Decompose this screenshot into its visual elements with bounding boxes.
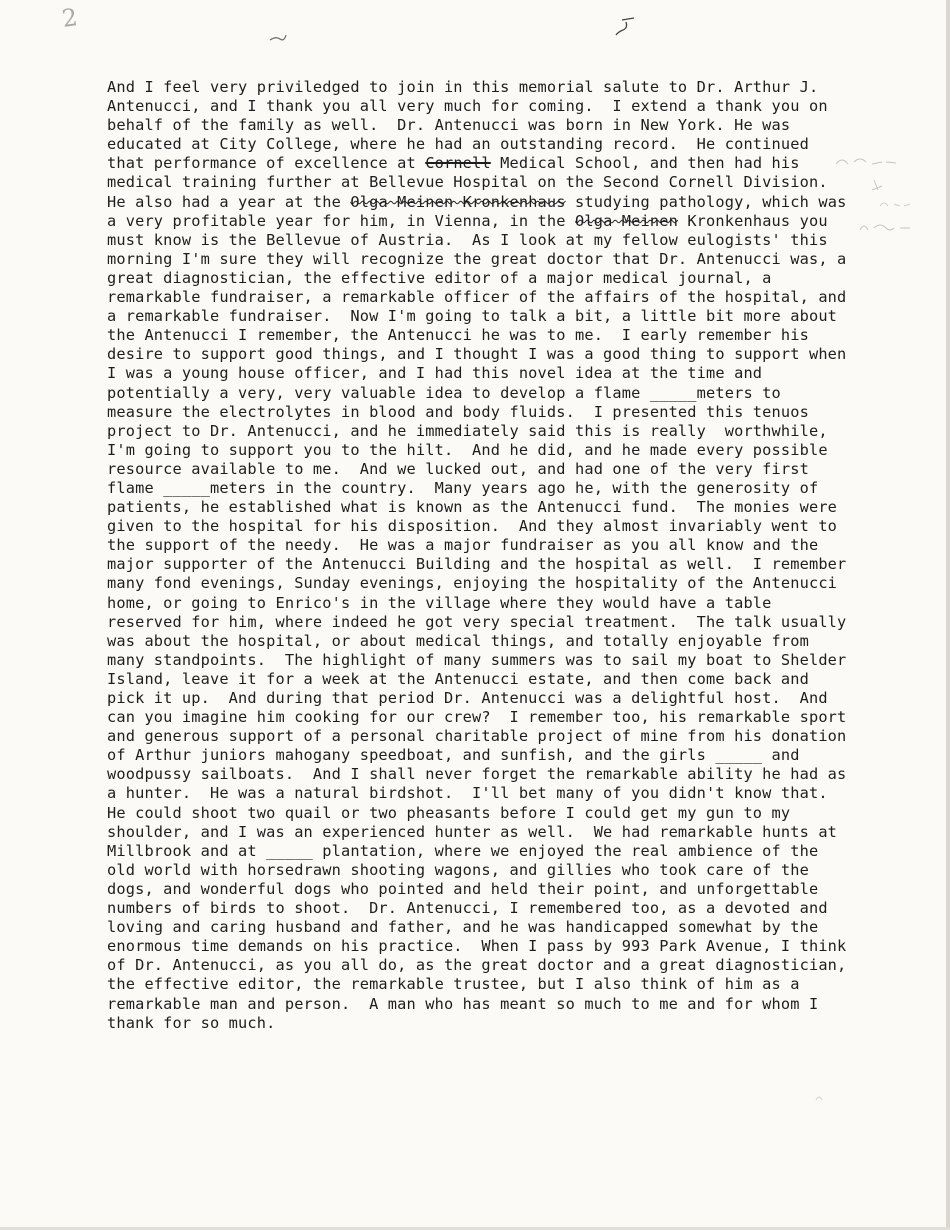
text-segment: behalf of the family as well. Dr. Antenucci was born in New York. He was — [107, 116, 791, 135]
text-segment: and generous support of a personal charitable project of mine from his donation — [107, 727, 847, 746]
page-edge-right — [946, 0, 950, 1230]
text-line — [107, 364, 762, 382]
text-line — [107, 727, 846, 745]
text-segment: loving and caring husband and father, and he was handicapped somewhat by the — [107, 918, 819, 937]
text-line — [107, 804, 790, 822]
text-segment: shoulder, and I was an experienced hunter as well. We had remarkable hunts at — [107, 822, 838, 841]
text-segment: old world with horsedrawn shooting wagons, and gillies who took care of the — [107, 860, 809, 879]
text-line — [107, 460, 809, 478]
text-line — [107, 594, 772, 612]
text-segment: the Antenucci I remember, the Antenucci he was to me. I early remember his — [107, 326, 809, 345]
text-line — [107, 880, 818, 898]
text-line — [107, 250, 846, 268]
text-line — [107, 555, 846, 573]
text-line — [107, 784, 828, 802]
text-line — [107, 517, 837, 535]
text-line — [107, 384, 781, 402]
text-line — [107, 212, 828, 230]
text-line — [107, 937, 846, 955]
text-segment: He also had a year at the — [107, 192, 351, 211]
text-segment: medical training further at Bellevue Hospital on the Second Cornell Division. — [107, 173, 828, 192]
text-line — [107, 613, 846, 631]
text-segment: Medical School, and then had his — [490, 154, 800, 173]
text-segment: I'm going to support you to the hilt. And he did, and he made every possible — [107, 440, 828, 459]
text-line — [107, 403, 809, 421]
struck-text: Olga Meinen — [574, 211, 678, 230]
text-segment: measure the electrolytes in blood and body fluids. I presented this tenuos — [107, 402, 809, 421]
text-line — [107, 231, 828, 249]
text-line — [107, 193, 846, 211]
text-segment: Millbrook and at _____ plantation, where we enjoyed the real ambience of the — [107, 841, 819, 860]
text-segment: desire to support good things, and I thought I was a good thing to support when — [107, 345, 847, 364]
text-line — [107, 765, 846, 783]
text-line — [107, 861, 809, 879]
text-line — [107, 651, 846, 669]
text-line — [107, 326, 809, 344]
text-segment: numbers of birds to shoot. Dr. Antenucci, I remembered too, as a devoted and — [107, 899, 828, 918]
text-line — [107, 842, 818, 860]
text-line — [107, 975, 800, 993]
text-line — [107, 918, 818, 936]
text-segment: the support of the needy. He was a major fundraiser as you all know and the — [107, 536, 819, 555]
text-segment: was about the hospital, or about medical things, and totally enjoyable from — [107, 631, 809, 650]
text-segment: reserved for him, where indeed he got very special treatment. The talk usually — [107, 612, 847, 631]
text-line — [107, 536, 818, 554]
text-segment: a remarkable fundraiser. Now I'm going to talk a bit, a little bit more about — [107, 307, 838, 326]
text-segment: must know is the Bellevue of Austria. As I look at my fellow eulogists' this — [107, 230, 828, 249]
text-segment: Island, leave it for a week at the Antenucci estate, and then come back and — [107, 669, 809, 688]
margin-scribble-5 — [812, 1090, 828, 1104]
text-line — [107, 307, 837, 325]
text-segment: Kronkenhaus you — [677, 211, 828, 230]
text-line — [107, 746, 800, 764]
pen-mark-top-center — [268, 32, 288, 44]
text-segment: I was a young house officer, and I had this novel idea at the time and — [107, 364, 763, 383]
text-segment: remarkable man and person. A man who has meant so much to me and for whom I — [107, 994, 819, 1013]
text-segment: project to Dr. Antenucci, and he immediately said this is really worthwhile, — [107, 421, 828, 440]
pen-mark-top-right — [612, 14, 642, 40]
memorial-speech-text — [107, 78, 927, 1033]
text-segment: a very profitable year for him, in Vienna, in the — [107, 211, 575, 230]
text-segment: thank for so much. — [107, 1013, 276, 1032]
text-line — [107, 574, 837, 592]
text-segment: of Arthur juniors mahogany speedboat, and sunfish, and the girls _____ and — [107, 746, 800, 765]
text-line — [107, 422, 828, 440]
text-segment: flame _____meters in the country. Many years ago he, with the generosity of — [107, 478, 819, 497]
struck-text: Cornell — [425, 154, 491, 173]
text-segment: educated at City College, where he had an outstanding record. He continued — [107, 135, 809, 154]
text-line — [107, 689, 828, 707]
text-line — [107, 479, 818, 497]
text-line — [107, 1014, 275, 1032]
text-segment: a hunter. He was a natural birdshot. I'll bet many of you didn't know that. — [107, 784, 828, 803]
text-line — [107, 670, 809, 688]
text-line — [107, 173, 828, 191]
text-segment: Antenucci, and I thank you all very much for coming. I extend a thank you on — [107, 97, 828, 116]
text-segment: the effective editor, the remarkable trustee, but I also think of him as a — [107, 975, 800, 994]
text-line — [107, 269, 772, 287]
text-line — [107, 288, 846, 306]
text-segment: many fond evenings, Sunday evenings, enjoying the hospitality of the Antenucci — [107, 574, 838, 593]
text-line — [107, 154, 800, 172]
text-line — [107, 78, 818, 96]
text-line — [107, 441, 828, 459]
text-segment: that performance of excellence at — [107, 154, 426, 173]
text-line — [107, 135, 809, 153]
text-line — [107, 97, 828, 115]
text-segment: patients, he established what is known as the Antenucci fund. The monies were — [107, 498, 838, 517]
struck-text: Olga Meinen Kronkenhaus — [350, 192, 566, 211]
text-line — [107, 345, 846, 363]
text-line — [107, 995, 818, 1013]
text-segment: of Dr. Antenucci, as you all do, as the great doctor and a great diagnostician, — [107, 956, 847, 975]
text-segment: pick it up. And during that period Dr. Antenucci was a delightful host. And — [107, 689, 828, 707]
text-line — [107, 823, 837, 841]
text-segment: great diagnostician, the effective editor of a major medical journal, a — [107, 268, 772, 287]
text-line — [107, 956, 846, 974]
text-segment: He could shoot two quail or two pheasants before I could get my gun to my — [107, 803, 791, 822]
text-segment: remarkable fundraiser, a remarkable officer of the affairs of the hospital, and — [107, 288, 847, 307]
text-line — [107, 899, 828, 917]
text-segment: given to the hospital for his disposition. And they almost invariably went to — [107, 517, 838, 536]
text-segment: enormous time demands on his practice. When I pass by 993 Park Avenue, I think — [107, 937, 847, 956]
text-segment: And I feel very priviledged to join in this memorial salute to Dr. Arthur J. — [107, 78, 819, 96]
text-segment: can you imagine him cooking for our crew? I remember too, his remarkable sport — [107, 708, 847, 727]
text-segment: potentially a very, very valuable idea to develop a flame _____meters to — [107, 383, 781, 402]
text-segment: resource available to me. And we lucked out, and had one of the very first — [107, 459, 809, 478]
text-segment: morning I'm sure they will recognize the great doctor that Dr. Antenucci was, a — [107, 249, 847, 268]
text-segment: dogs, and wonderful dogs who pointed and held their point, and unforgettable — [107, 879, 819, 898]
text-line — [107, 116, 790, 134]
text-segment: home, or going to Enrico's in the village where they would have a table — [107, 593, 772, 612]
text-line — [107, 498, 837, 516]
text-segment: woodpussy sailboats. And I shall never forget the remarkable ability he had as — [107, 765, 847, 784]
text-line — [107, 708, 846, 726]
text-line — [107, 632, 809, 650]
text-segment: major supporter of the Antenucci Building and the hospital as well. I remember — [107, 555, 847, 574]
text-segment: studying pathology, which was — [565, 192, 847, 211]
handwritten-page-number: 2 — [60, 3, 80, 33]
text-segment: many standpoints. The highlight of many summers was to sail my boat to Shelder — [107, 650, 847, 669]
